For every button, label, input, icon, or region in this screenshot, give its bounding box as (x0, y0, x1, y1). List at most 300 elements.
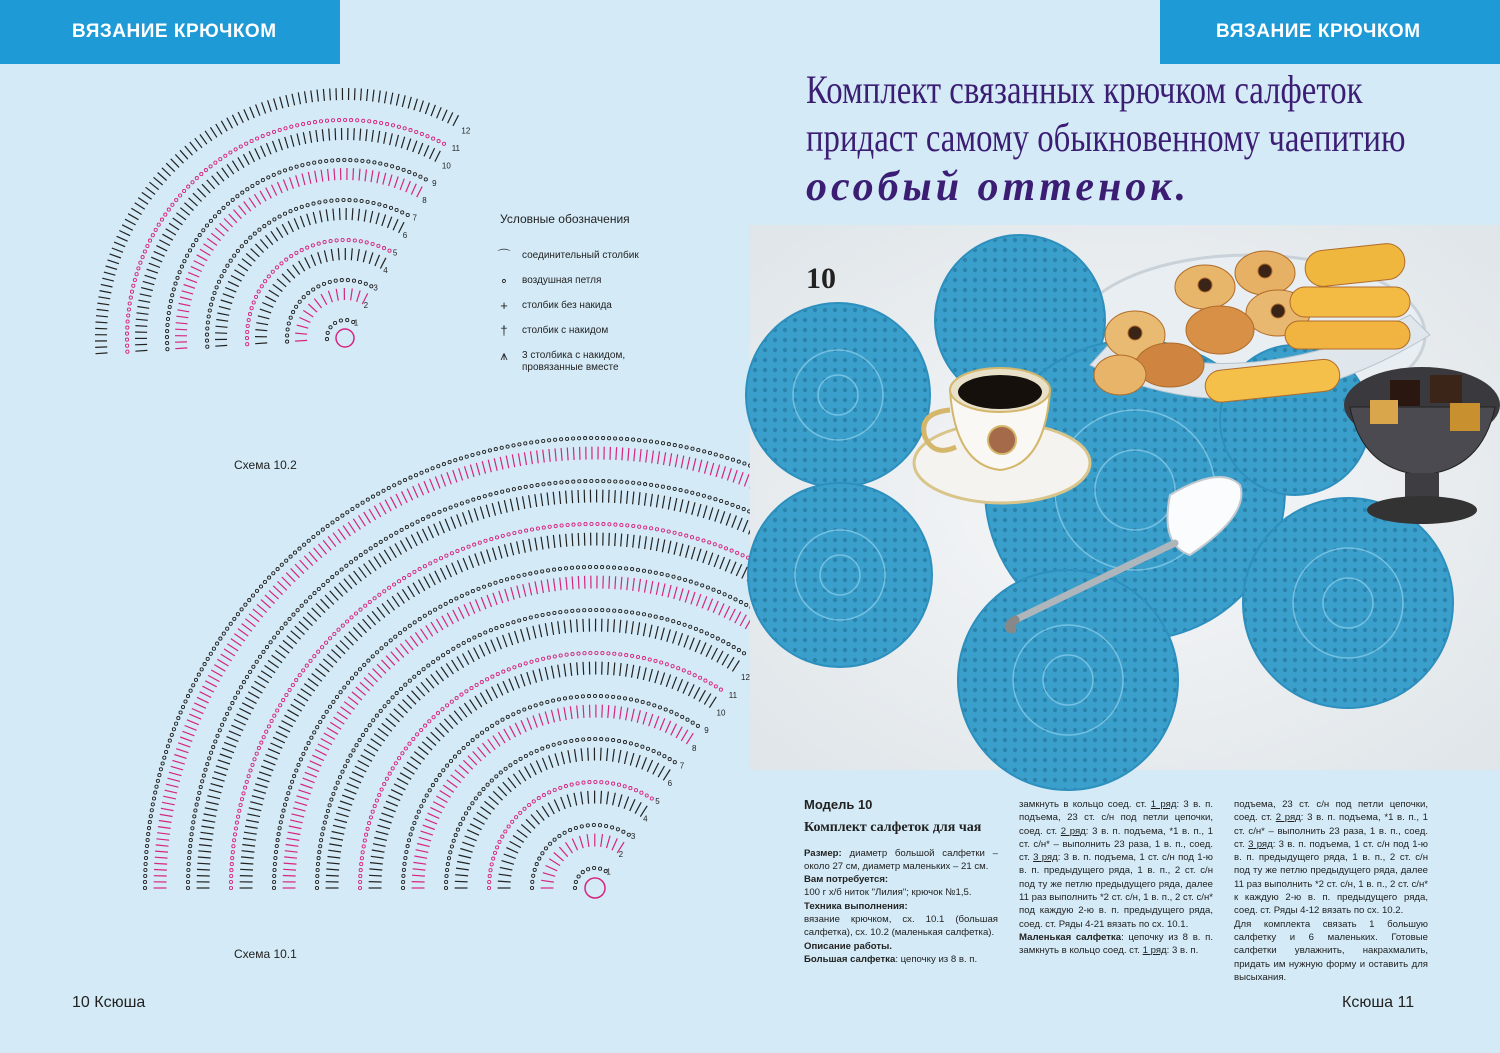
double-crochet-mark (296, 175, 300, 187)
chain-stitch-mark (246, 324, 249, 327)
chain-stitch-mark (408, 679, 411, 682)
double-crochet-mark (465, 836, 477, 841)
double-crochet-mark (436, 796, 447, 803)
double-crochet-mark (627, 577, 628, 590)
chain-stitch-mark (546, 745, 549, 748)
double-crochet-mark (577, 619, 578, 632)
chain-stitch-mark (144, 868, 147, 871)
double-crochet-mark (323, 540, 331, 550)
chain-stitch-mark (714, 685, 717, 688)
double-crochet-mark (555, 753, 559, 765)
double-crochet-mark (163, 796, 176, 799)
chain-stitch-mark (571, 609, 574, 612)
chain-stitch-mark (560, 524, 563, 527)
chain-stitch-mark (548, 791, 551, 794)
chain-stitch-mark (186, 880, 189, 883)
double-crochet-mark (499, 874, 512, 876)
double-crochet-mark (229, 214, 237, 223)
double-crochet-mark (146, 187, 156, 194)
chain-stitch-mark (317, 650, 320, 653)
chain-stitch-mark (650, 483, 653, 486)
double-crochet-mark (286, 573, 295, 582)
chain-stitch-mark (218, 729, 221, 732)
chain-stitch-mark (570, 783, 573, 786)
double-crochet-mark (368, 673, 377, 682)
chain-stitch-mark (504, 830, 507, 833)
chain-stitch-mark (292, 613, 295, 616)
double-crochet-mark (709, 553, 713, 565)
chain-stitch-mark (644, 439, 647, 442)
legend-item (486, 275, 686, 300)
double-crochet-mark (179, 303, 191, 305)
chain-stitch-mark (291, 780, 294, 783)
chain-stitch-mark (587, 695, 590, 698)
double-crochet-mark (195, 138, 202, 148)
chain-stitch-mark (295, 207, 298, 210)
double-crochet-mark (238, 264, 248, 271)
row-number: 1 (606, 867, 611, 877)
double-crochet-mark (402, 491, 408, 503)
chain-stitch-mark (281, 815, 284, 818)
chain-stitch-mark (613, 652, 616, 655)
double-crochet-mark (364, 678, 374, 687)
chain-stitch-mark (496, 721, 499, 724)
chain-stitch-mark (636, 568, 639, 571)
chain-stitch-mark (638, 525, 641, 528)
chain-stitch-mark (212, 746, 215, 749)
double-crochet-mark (327, 728, 338, 735)
chain-stitch-mark (612, 695, 615, 698)
double-crochet-mark (493, 736, 500, 747)
chain-stitch-mark (295, 165, 298, 168)
chain-stitch-mark (489, 629, 492, 632)
chain-stitch-mark (449, 600, 452, 603)
chain-stitch-mark (244, 786, 247, 789)
chain-stitch-mark (250, 139, 253, 142)
chain-stitch-mark (506, 622, 509, 625)
chain-stitch-mark (524, 754, 527, 757)
chain-stitch-mark (264, 280, 267, 283)
double-crochet-mark (646, 450, 648, 463)
chain-stitch-mark (267, 176, 270, 179)
double-crochet-mark (358, 623, 367, 633)
chain-stitch-mark (301, 164, 304, 167)
row-number: 7 (679, 761, 685, 771)
chain-stitch-mark (496, 672, 499, 675)
chain-stitch-mark (146, 838, 149, 841)
double-crochet-mark (197, 189, 205, 198)
double-crochet-mark (249, 198, 256, 208)
double-crochet-mark (180, 150, 188, 159)
chain-stitch-mark (338, 776, 341, 779)
chain-stitch-mark (361, 851, 364, 854)
double-crochet-mark (371, 856, 384, 858)
chain-stitch-mark (622, 830, 625, 833)
double-crochet-mark (242, 845, 255, 847)
chain-stitch-mark (415, 816, 418, 819)
chain-stitch-mark (156, 779, 159, 782)
chain-stitch-mark (602, 480, 605, 483)
double-crochet-mark (344, 579, 352, 589)
chain-stitch-mark (316, 868, 319, 871)
chain-stitch-mark (371, 810, 374, 813)
chain-stitch-mark (583, 652, 586, 655)
double-crochet-mark (214, 772, 226, 776)
double-crochet-mark (543, 873, 555, 877)
chain-stitch-mark (178, 271, 181, 274)
double-crochet-mark (437, 107, 442, 118)
double-crochet-mark (336, 289, 338, 301)
double-crochet-mark (273, 284, 283, 291)
chain-stitch-mark (403, 577, 406, 580)
chain-stitch-mark (396, 166, 399, 169)
row-number: 3 (630, 832, 636, 842)
double-crochet-mark (468, 756, 477, 765)
double-crochet-mark (533, 670, 537, 682)
chain-stitch-mark (130, 290, 133, 293)
double-crochet-mark (324, 250, 327, 262)
row-number: 7 (412, 213, 417, 223)
double-crochet-mark (349, 778, 361, 783)
double-crochet-mark (352, 772, 364, 778)
chain-stitch-mark (741, 554, 744, 557)
section-header-left: ВЯЗАНИЕ КРЮЧКОМ (0, 0, 340, 64)
chain-stitch-mark (272, 130, 275, 133)
chain-stitch-mark (387, 486, 390, 489)
double-crochet-mark (545, 623, 547, 636)
double-crochet-mark (709, 697, 716, 708)
double-crochet-mark (716, 465, 720, 477)
row-number: 1 (353, 318, 359, 328)
double-crochet-mark (279, 645, 289, 653)
chain-stitch-mark (378, 593, 381, 596)
double-crochet-mark (288, 710, 299, 716)
double-crochet-mark (533, 626, 536, 639)
double-crochet-mark (303, 310, 313, 317)
double-crochet-mark (671, 724, 677, 736)
double-crochet-mark (369, 252, 373, 263)
chain-stitch-mark (168, 305, 171, 308)
chain-stitch-mark (276, 568, 279, 571)
double-crochet-mark (512, 454, 514, 467)
double-crochet-mark (715, 509, 719, 521)
chain-stitch-mark (491, 724, 494, 727)
page-footer-left: 10 Ксюша (72, 994, 146, 1011)
chain-stitch-mark (391, 767, 394, 770)
double-crochet-mark (101, 284, 113, 287)
chain-stitch-mark (729, 595, 732, 598)
chain-stitch-mark (398, 757, 401, 760)
chain-stitch-mark (341, 624, 344, 627)
chain-stitch-mark (145, 850, 148, 853)
chain-stitch-mark (270, 719, 273, 722)
chain-stitch-mark (626, 438, 629, 441)
chain-stitch-mark (654, 571, 657, 574)
double-crochet-mark (258, 316, 270, 319)
chain-stitch-mark (226, 264, 229, 267)
double-crochet-mark (564, 620, 566, 633)
chain-stitch-mark (354, 612, 357, 615)
double-crochet-mark (375, 255, 380, 266)
double-crochet-mark (533, 715, 537, 727)
chain-stitch-mark (535, 749, 538, 752)
chain-stitch-mark (331, 119, 334, 122)
double-crochet-mark (326, 209, 328, 221)
double-crochet-mark (188, 272, 199, 277)
chain-stitch-mark (450, 552, 453, 555)
double-crochet-mark (274, 98, 277, 110)
double-crochet-mark (239, 708, 251, 714)
chain-stitch-mark (395, 692, 398, 695)
double-crochet-mark (286, 845, 299, 847)
chain-stitch-mark (210, 303, 213, 306)
double-crochet-mark (261, 146, 266, 157)
chain-stitch-mark (399, 631, 402, 634)
double-crochet-mark (477, 812, 488, 819)
chain-stitch-mark (572, 437, 575, 440)
chain-stitch-mark (490, 779, 493, 782)
chain-stitch-mark (437, 657, 440, 660)
double-crochet-mark (349, 632, 358, 641)
double-crochet-mark (382, 660, 391, 669)
double-crochet-mark (725, 559, 730, 571)
double-crochet-mark (373, 669, 382, 678)
chain-stitch-mark (454, 459, 457, 462)
row-number: 2 (618, 849, 624, 859)
chain-stitch-mark (584, 480, 587, 483)
double-crochet-mark (260, 239, 268, 248)
double-crochet-mark (400, 179, 404, 190)
chain-stitch-mark (685, 446, 688, 449)
double-crochet-mark (577, 706, 578, 719)
chain-stitch-mark (438, 510, 441, 513)
chain-stitch-mark (682, 669, 685, 672)
chain-stitch-mark (726, 456, 729, 459)
double-crochet-mark (457, 657, 464, 668)
chain-stitch-mark (359, 875, 362, 878)
double-crochet-mark (735, 612, 741, 623)
chain-stitch-mark (658, 752, 661, 755)
double-crochet-mark (434, 524, 439, 536)
double-crochet-mark (156, 839, 169, 840)
double-crochet-mark (228, 281, 239, 286)
double-crochet-mark (412, 875, 425, 876)
chain-stitch-mark (373, 805, 376, 808)
double-crochet-mark (583, 705, 584, 718)
double-crochet-mark (374, 557, 381, 568)
double-crochet-mark (162, 802, 175, 805)
chain-stitch-mark (348, 199, 351, 202)
double-crochet-mark (459, 855, 472, 858)
chain-stitch-mark (300, 205, 303, 208)
double-crochet-mark (413, 141, 417, 152)
chain-stitch-mark (428, 611, 431, 614)
double-crochet-mark (232, 115, 237, 126)
chain-stitch-mark (286, 328, 289, 331)
chain-stitch-mark (163, 756, 166, 759)
double-crochet-mark (348, 522, 355, 533)
double-crochet-icon: † (500, 323, 508, 338)
double-crochet-mark (372, 611, 380, 621)
double-crochet-mark (377, 607, 385, 617)
double-crochet-mark (322, 129, 323, 141)
double-crochet-mark (381, 813, 393, 817)
chain-stitch-mark (309, 596, 312, 599)
double-crochet-mark (662, 496, 664, 509)
chain-stitch-mark (441, 708, 444, 711)
chain-stitch-mark (644, 483, 647, 486)
chain-stitch-mark (444, 602, 447, 605)
double-crochet-mark (568, 750, 571, 763)
double-crochet-mark (476, 463, 480, 475)
double-crochet-mark (304, 684, 315, 691)
chain-stitch-mark (230, 874, 233, 877)
chain-stitch-mark (449, 759, 452, 762)
chain-stitch-mark (260, 285, 263, 288)
double-crochet-mark (583, 619, 584, 632)
double-crochet-mark (701, 643, 706, 655)
double-crochet-mark (323, 659, 333, 667)
chain-stitch-mark (572, 480, 575, 483)
chain-stitch-mark (434, 608, 437, 611)
double-crochet-mark (703, 506, 707, 518)
double-crochet-mark (418, 484, 423, 496)
double-crochet-mark (539, 625, 542, 638)
chain-stitch-mark (672, 620, 675, 623)
double-crochet-mark (651, 494, 653, 507)
chain-stitch-mark (229, 622, 232, 625)
chain-stitch-mark (536, 440, 539, 443)
double-crochet-mark (391, 497, 397, 509)
chain-stitch-mark (188, 249, 191, 252)
double-crochet-mark (552, 666, 555, 679)
section-header-right: ВЯЗАНИЕ КРЮЧКОМ (1160, 0, 1500, 64)
double-crochet-mark (430, 148, 435, 159)
chain-stitch-mark (267, 132, 270, 135)
chain-stitch-mark (284, 127, 287, 130)
double-crochet-mark (447, 472, 451, 484)
double-crochet-mark (681, 456, 684, 469)
chain-stitch-mark (274, 856, 277, 859)
double-crochet-mark (740, 615, 746, 626)
chain-stitch-mark (642, 569, 645, 572)
double-crochet-mark (374, 734, 385, 741)
double-crochet-mark (411, 184, 416, 195)
double-crochet-mark (465, 466, 469, 478)
chain-stitch-mark (159, 768, 162, 771)
double-crochet-mark (379, 91, 381, 103)
chain-stitch-mark (367, 659, 370, 662)
chain-stitch-mark (202, 774, 205, 777)
chain-stitch-mark (208, 757, 211, 760)
double-crochet-mark (335, 128, 336, 140)
chain-stitch-mark (445, 874, 448, 877)
chain-stitch-mark (540, 702, 543, 705)
double-crochet-mark (560, 534, 561, 547)
double-crochet-mark (631, 709, 634, 722)
chain-stitch-mark (202, 229, 205, 232)
chain-stitch-mark (655, 441, 658, 444)
chain-stitch-mark (501, 490, 504, 493)
double-crochet-mark (279, 139, 283, 150)
chain-stitch-mark (501, 718, 504, 721)
double-crochet-mark (583, 662, 584, 675)
chain-stitch-mark (414, 474, 417, 477)
chain-stitch-mark (260, 741, 263, 744)
chain-stitch-mark (542, 483, 545, 486)
double-crochet-mark (378, 728, 388, 736)
chain-stitch-mark (300, 249, 303, 252)
double-crochet-mark (620, 707, 622, 720)
chain-stitch-mark (285, 797, 288, 800)
chain-stitch-mark (189, 839, 192, 842)
double-crochet-mark (309, 552, 317, 562)
chain-stitch-mark (363, 663, 366, 666)
chain-stitch-mark (192, 244, 195, 247)
double-crochet-mark (464, 703, 471, 714)
chain-stitch-mark (578, 437, 581, 440)
chain-stitch-mark (253, 232, 256, 235)
chain-stitch-mark (273, 636, 276, 639)
chain-stitch-mark (704, 679, 707, 682)
chain-stitch-mark (292, 311, 295, 314)
chain-stitch-mark (542, 526, 545, 529)
chain-stitch-mark (239, 686, 242, 689)
chain-stitch-mark (307, 539, 310, 542)
chain-stitch-mark (326, 579, 329, 582)
chain-stitch-mark (380, 788, 383, 791)
double-crochet-mark (277, 279, 286, 287)
double-crochet-mark (361, 755, 372, 761)
double-crochet-mark (510, 726, 516, 737)
chain-stitch-mark (511, 820, 514, 823)
chain-stitch-mark (239, 803, 242, 806)
double-crochet-mark (386, 718, 396, 726)
double-crochet-mark (269, 590, 279, 599)
chain-stitch-mark (459, 457, 462, 460)
double-crochet-mark (539, 713, 543, 725)
double-crochet-mark (205, 131, 212, 141)
chain-stitch-mark (435, 779, 438, 782)
chain-stitch-mark (582, 566, 585, 569)
double-crochet-mark (305, 91, 307, 103)
double-crochet-mark (697, 549, 701, 561)
legend-item (486, 250, 686, 275)
photo-number: 10 (806, 262, 836, 295)
double-crochet-mark (294, 218, 299, 229)
double-crochet-mark (423, 825, 435, 829)
chain-stitch-mark (126, 320, 129, 323)
row-number: 9 (432, 178, 437, 188)
double-crochet-mark (178, 743, 190, 747)
chain-stitch-mark (679, 489, 682, 492)
chain-stitch-mark (328, 280, 331, 283)
chain-stitch-mark (298, 547, 301, 550)
double-crochet-mark (475, 696, 482, 707)
chain-stitch-mark (498, 840, 501, 843)
double-crochet-mark (250, 107, 255, 118)
chain-stitch-mark (267, 275, 270, 278)
chain-stitch-mark (511, 576, 514, 579)
double-crochet-mark (300, 216, 304, 227)
double-crochet-mark (637, 710, 640, 723)
double-crochet-mark (159, 821, 172, 823)
double-crochet-mark (635, 802, 641, 813)
double-crochet-mark (524, 452, 526, 465)
chain-stitch-mark (467, 639, 470, 642)
chain-stitch-mark (356, 119, 359, 122)
chain-stitch-mark (393, 484, 396, 487)
